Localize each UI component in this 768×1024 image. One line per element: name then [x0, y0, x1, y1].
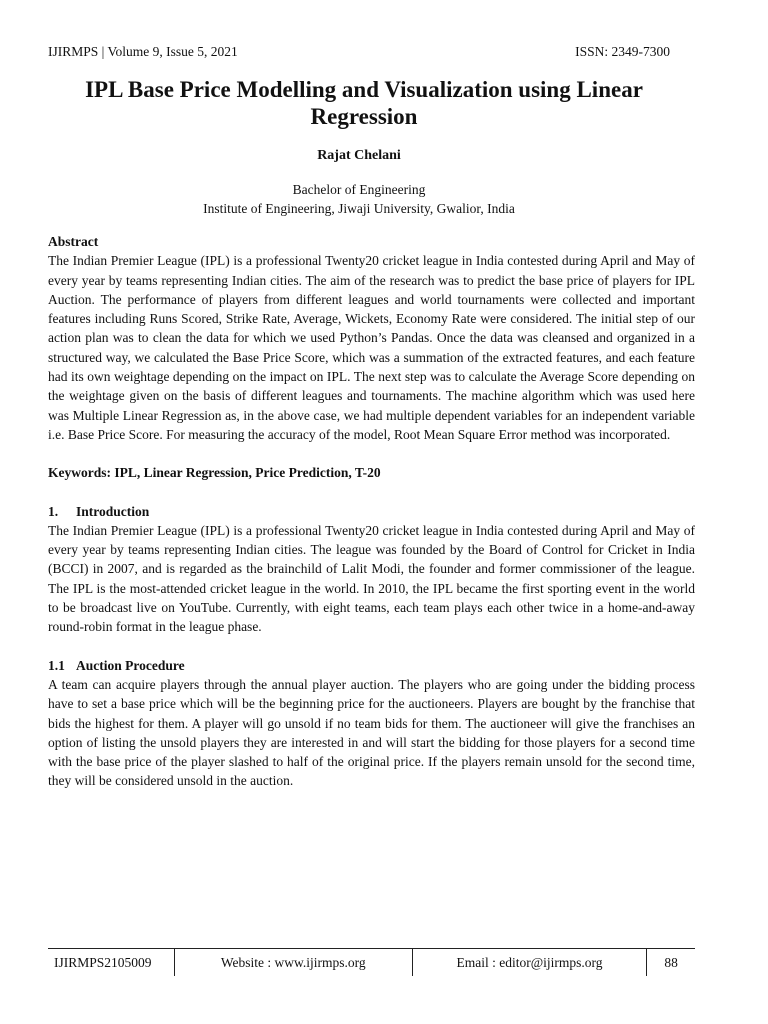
journal-info: IJIRMPS | Volume 9, Issue 5, 2021: [48, 44, 238, 59]
introduction-text: The Indian Premier League (IPL) is a professional Twenty20 cricket league in India contested during April and May of every year by teams representing Indian cities. The league was founded by the Board of Control for Cricket in India (BCCI) in 2007, and is regarded as the brainchild of Lalit Modi, the founder and former commissioner of the league. The IPL is the most-attended cricket league in the world. In 2010, the IPL became the first sporting event in the world to be broadcast live on YouTube. Currently, with eight teams, each team plays each other twice in a home-and-away round-robin format in the league phase.: [48, 522, 695, 635]
section-number: 1.: [48, 503, 59, 519]
running-header: [48, 44, 670, 60]
footer-paper-id: IJIRMPS2105009: [48, 949, 175, 976]
auction-heading: [48, 656, 695, 675]
paper-title: IPL Base Price Modelling and Visualization using Linear Regression: [85, 77, 643, 129]
page-number: 88: [664, 954, 678, 970]
paper-body: [48, 232, 695, 791]
degree: Bachelor of Engineering: [292, 182, 426, 197]
institute: Institute of Engineering, Jiwaji University, Gwalior, India: [203, 201, 515, 216]
issn: ISSN: 2349-7300: [575, 44, 670, 59]
introduction-heading: [48, 502, 695, 521]
author-name: Rajat Chelani: [317, 148, 401, 163]
abstract-text: The Indian Premier League (IPL) is a professional Twenty20 cricket league in India contested during April and May of every year by teams representing Indian cities. The aim of the research was to predict the base price of players for IPL Auction. The performance of players from different leagues and world tournaments were collected and important features including Runs Scored, Strike Rate, Average, Wickets, Economy Rate were considered. The initial step of our action plan was to clean the data for which we used Python’s Pandas. Once the data was cleansed and organized in a structured way, we calculated the Base Price Score, which was a summation of the extracted features, and each feature had its own weightage depending on the impact on IPL. The next step was to calculate the Average Score depending on the weightage given on the basis of different leagues and tournaments. The machine algorithm which was used here was Multiple Linear Regression as, in the above case, we had multiple dependent variables for an independent variable i.e. Base Price Score. For measuring the accuracy of the model, Root Mean Square Error method was incorporated.: [48, 253, 695, 442]
page-footer: [48, 948, 695, 976]
subsection-number: 1.1: [48, 657, 65, 673]
footer-website: Website : www.ijirmps.org: [175, 949, 413, 976]
auction-text: A team can acquire players through the annual player auction. The players who are going under the bidding process have to set a base price which will be the beginning price for the auctioneers. Players are bought by the franchise that bids the highest for them. A player will go unsold if no team bids for them. The auctioneer will give the franchises an option of listing the unsold players they are interested in and will start the bidding for those players for a second time with the base price of the player slashed to half of the original price. If the players remain unsold for the second time, they will be considered unsold in the auction.: [48, 676, 695, 789]
keywords: Keywords: IPL, Linear Regression, Price Prediction, T-20: [48, 465, 381, 481]
abstract-heading: Abstract: [48, 234, 99, 249]
affiliation: [48, 180, 670, 218]
section-title: Introduction: [76, 503, 150, 519]
subsection-title: Auction Procedure: [76, 657, 185, 673]
footer-email: Email : editor@ijirmps.org: [413, 949, 647, 976]
